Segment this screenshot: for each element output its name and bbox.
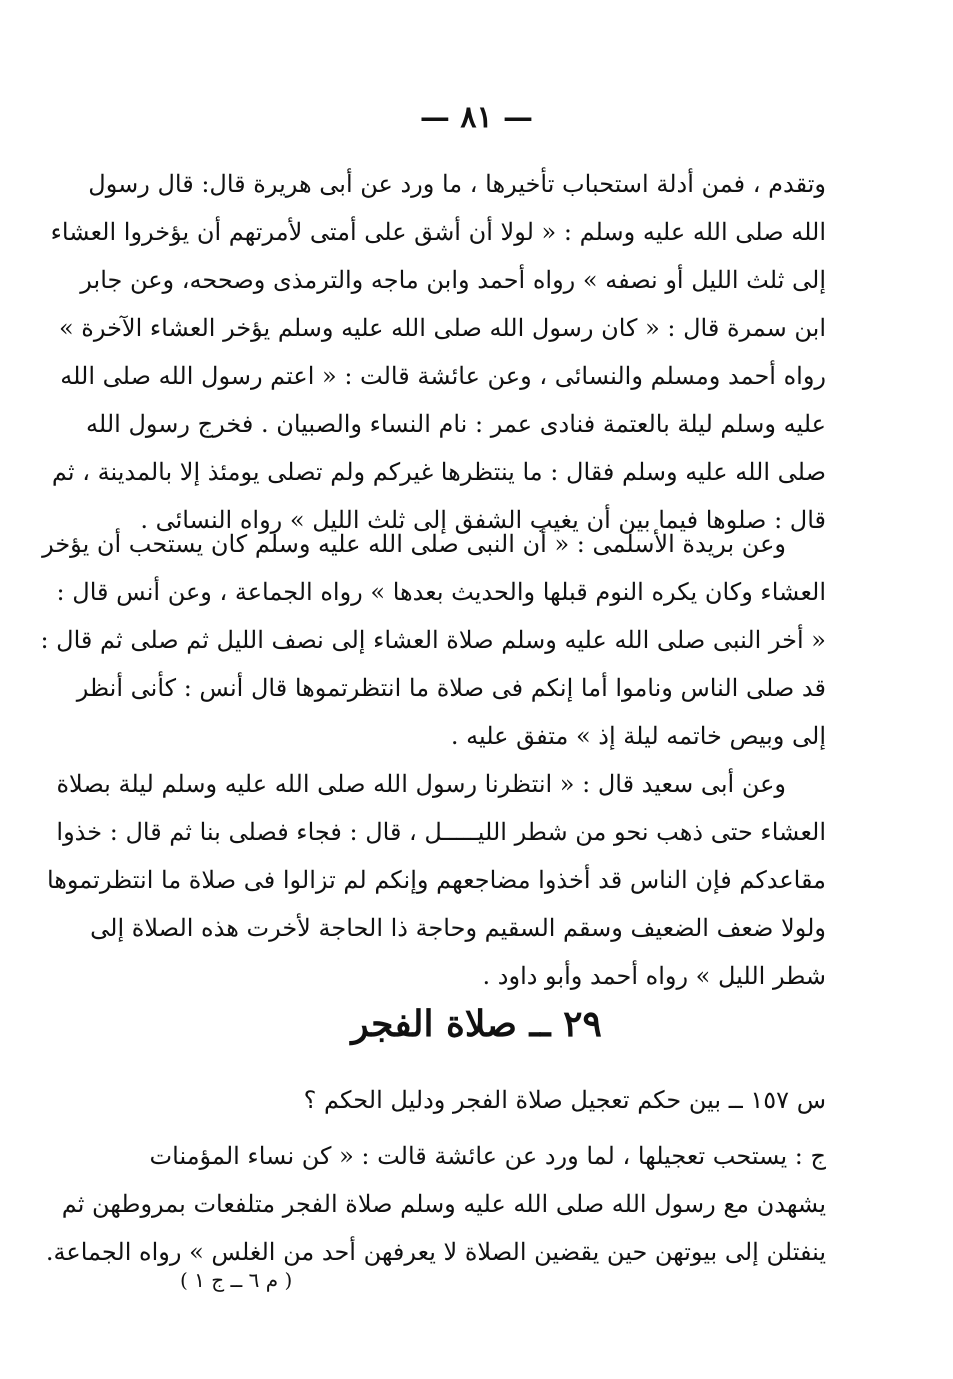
section-heading: ٢٩ ــ صلاة الفجر [351, 1003, 602, 1045]
paragraph-1 [50, 160, 826, 544]
text-line: قد صلى الناس وناموا أما إنكم فى صلاة ما انتظرتموها قال أنس : كأنى أنظر [76, 674, 826, 702]
text-line: ولولا ضعف الضعيف وسقم السقيم وحاجة ذا الحاجة لأخرت هذه الصلاة إلى [90, 914, 826, 942]
page-number: — ٨١ — [419, 100, 534, 135]
text-line: وعن أبى سعيد قال : « انتظرنا رسول الله صلى الله عليه وسلم ليلة بصلاة [56, 770, 786, 798]
text-line: ابن سمرة قال : « كان رسول الله صلى الله عليه وسلم يؤخر العشاء الآخرة » [58, 314, 826, 342]
text-line: « أخر النبى صلى الله عليه وسلم صلاة العشاء إلى نصف الليل ثم صلى ثم قال : [40, 626, 826, 654]
text-line: وعن بريدة الأسلمى : « أن النبى صلى الله عليه وسلم كان يستحب أن يؤخر [42, 530, 786, 558]
text-line: يشهدن مع رسول الله صلى الله عليه وسلم صلاة الفجر متلفعات بمروطهن ثم [61, 1190, 826, 1218]
text-line: العشاء وكان يكره النوم قبلها والحديث بعدها » رواه الجماعة ، وعن أنس قال : [56, 578, 826, 606]
text-line: العشاء حتى ذهب نحو من شطر الليـــــل ، قال : فجاء فصلى بنا ثم قال : خذوا [56, 818, 826, 846]
text-line: مقاعدكم فإن الناس قد أخذوا مضاجعهم وإنكم لم تزالوا فى صلاة ما انتظرتموها [46, 866, 826, 894]
text-line: وتقدم ، فمن أدلة استحباب تأخيرها ، ما ورد عن أبى هريرة قال: قال رسول [88, 170, 826, 198]
paragraph-3 [46, 760, 826, 1000]
text-line: إلى ثلث الليل أو نصفه » رواه أحمد وابن ماجه والترمذى وصححه، وعن جابر [80, 266, 826, 294]
text-line: ينفتلن إلى بيوتهن حين يقضين الصلاة لا يعرفهن أحد من الغلس » رواه الجماعة. [45, 1238, 826, 1266]
text-line: عليه وسلم ليلة بالعتمة فنادى عمر : نام النساء والصبيان . فخرج رسول الله [86, 410, 826, 438]
text-line: شطر الليل » رواه أحمد وأبو داود . [482, 962, 826, 990]
text-line: ج : يستحب تعجيلها ، لما ورد عن عائشة قالت : « كن نساء المؤمنات [149, 1142, 826, 1170]
text-line: رواه أحمد ومسلم والنسائى ، وعن عائشة قالت : « اعتم رسول الله صلى الله [60, 362, 826, 390]
text-line: قال : صلوها فيما بين أن يغيب الشفق إلى ثلث الليل » رواه النسائى . [140, 506, 826, 534]
text-line: إلى وبيص خاتمه ليلة إذ » متفق عليه . [450, 722, 826, 750]
text-line: صلى الله عليه وسلم فقال : ما ينتظرها غيركم ولم تصلى يومئذ إلا بالمدينة ، ثم [51, 458, 826, 486]
text-line: الله صلى الله عليه وسلم : « لولا أن أشق على أمتى لأمرتهم أن يؤخروا العشاء [50, 218, 826, 246]
question-text: س ١٥٧ ــ بين حكم تعجيل صلاة الفجر ودليل الحكم ؟ [303, 1086, 826, 1114]
answer-block [45, 1132, 826, 1276]
signature-mark: ( م ٦ ــ ج ١ ) [180, 1268, 293, 1292]
